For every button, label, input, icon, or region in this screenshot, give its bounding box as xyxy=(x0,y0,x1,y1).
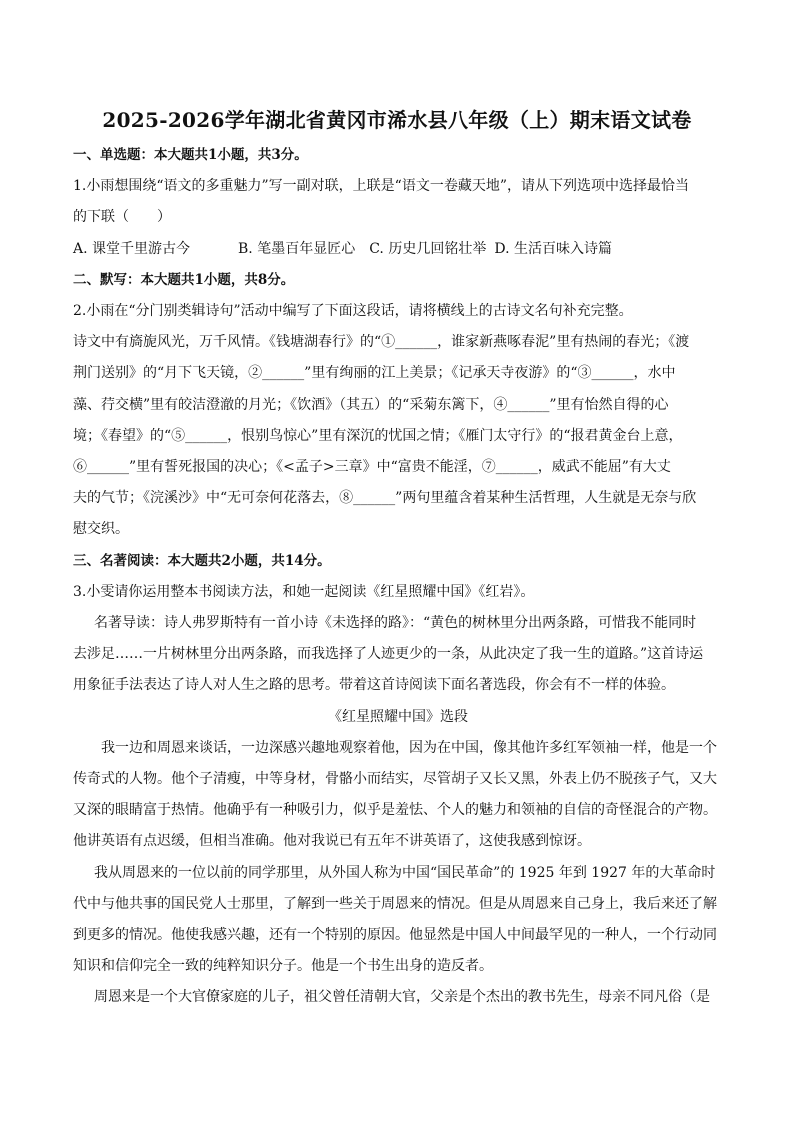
q3-guide-line: 去涉足……一片树林里分出两条路，而我选择了人迹更少的一条，从此决定了我一生的道路。”这首诗运 xyxy=(73,646,704,663)
q2-text-line: 夫的气节；《浣溪沙》中“无可奈何花落去，⑧______”两句里蕴含着某种生活哲理，人生就是无奈与欣 xyxy=(73,490,697,507)
q1-stem-line: 1.小雨想围绕“语文的多重魅力”写一副对联，上联是“语文一卷藏天地”，请从下列选项中选择最恰当 xyxy=(73,178,689,195)
section-heading-classics-reading: 三、名著阅读：本大题共2小题，共14分。 xyxy=(73,552,331,569)
excerpt-title: 《红星照耀中国》选段 xyxy=(328,708,468,725)
section-heading-dictation: 二、默写：本大题共1小题，共8分。 xyxy=(73,271,295,288)
excerpt-paragraph-line: 又深的眼睛富于热情。他确乎有一种吸引力，似乎是羞怯、个人的魅力和领袖的自信的奇怪混合的产物。 xyxy=(73,802,717,819)
q1-stem-line: 的下联（ ） xyxy=(73,209,171,226)
q1-option-b: B. 笔墨百年显匠心 xyxy=(238,240,356,257)
excerpt-paragraph-line: 到更多的情况。他使我感兴趣，还有一个特别的原因。他显然是中国人中间最罕见的一种人，一个行动同 xyxy=(73,927,717,944)
q2-text-line: 藻、荇交横”里有皎洁澄澈的月光；《饮酒》（其五）的“采菊东篱下，④______”里有怡然自得的心 xyxy=(73,396,669,413)
excerpt-paragraph-line: 知识和信仰完全一致的纯粹知识分子。他是一个书生出身的造反者。 xyxy=(73,958,493,975)
q2-text-line: 荆门送别》的“月下飞天镜，②______”里有绚丽的江上美景；《记承天寺夜游》的“③______，水中 xyxy=(73,365,676,382)
q2-text-line: 慰交织。 xyxy=(73,521,129,538)
q1-option-a: A. 课堂千里游古今 xyxy=(73,240,191,257)
excerpt-paragraph-line: 代中与他共事的国民党人士那里，了解到一些关于周恩来的情况。但是从周恩来自己身上，我后来还了解 xyxy=(73,895,717,912)
section-heading-single-choice: 一、单选题：本大题共1小题，共3分。 xyxy=(73,147,308,163)
q1-option-d: D. 生活百味入诗篇 xyxy=(494,240,612,257)
excerpt-paragraph-line: 他讲英语有点迟缓，但相当准确。他对我说已有五年不讲英语了，这使我感到惊讶。 xyxy=(73,833,591,850)
q2-text-line: ⑥______”里有誓死报国的决心；《<孟子>三章》中“富贵不能淫，⑦______，威武不能屈”有大丈 xyxy=(73,459,671,476)
q3-intro: 3.小雯请你运用整本书阅读方法，和她一起阅读《红星照耀中国》《红岩》。 xyxy=(73,583,535,600)
q2-text-line: 诗文中有旖旎风光，万千风情。《钱塘湖春行》的“①______，谁家新燕啄春泥”里有热闹的春光；《渡 xyxy=(73,334,690,351)
excerpt-paragraph-line: 传奇式的人物。他个子清瘦，中等身材，骨骼小而结实，尽管胡子又长又黑，外表上仍不脱孩子气，又大 xyxy=(73,771,717,788)
q1-option-c: C. 历史几回铭壮举 xyxy=(369,240,487,257)
q1-options xyxy=(73,234,723,265)
q2-text-line: 境；《春望》的“⑤______，恨别鸟惊心”里有深沉的忧国之情；《雁门太守行》的“报君黄金台上意， xyxy=(73,427,683,444)
excerpt-paragraph-line: 我从周恩来的一位以前的同学那里，从外国人称为中国“国民革命”的 1925 年到 1927 年的大革命时 xyxy=(94,864,716,881)
q3-guide-line: 名著导读：诗人弗罗斯特有一首小诗《未选择的路》：“黄色的树林里分出两条路，可惜我不能同时 xyxy=(94,615,697,632)
q3-guide-line: 用象征手法表达了诗人对人生之路的思考。带着这首诗阅读下面名著选段，你会有不一样的体验。 xyxy=(73,677,675,694)
excerpt-paragraph-line: 周恩来是一个大官僚家庭的儿子，祖父曾任清朝大官，父亲是个杰出的教书先生，母亲不同凡俗（是 xyxy=(94,989,710,1006)
exam-content xyxy=(73,140,723,1014)
excerpt-paragraph-line: 我一边和周恩来谈话，一边深感兴趣地观察着他，因为在中国，像其他许多红军领袖一样，他是一个 xyxy=(101,739,717,756)
exam-title: 2025-2026学年湖北省黄冈市浠水县八年级（上）期末语文试卷 xyxy=(102,108,692,132)
q2-intro: 2.小雨在“分门别类辑诗句”活动中编写了下面这段话，请将横线上的古诗文名句补充完整。 xyxy=(73,303,633,320)
